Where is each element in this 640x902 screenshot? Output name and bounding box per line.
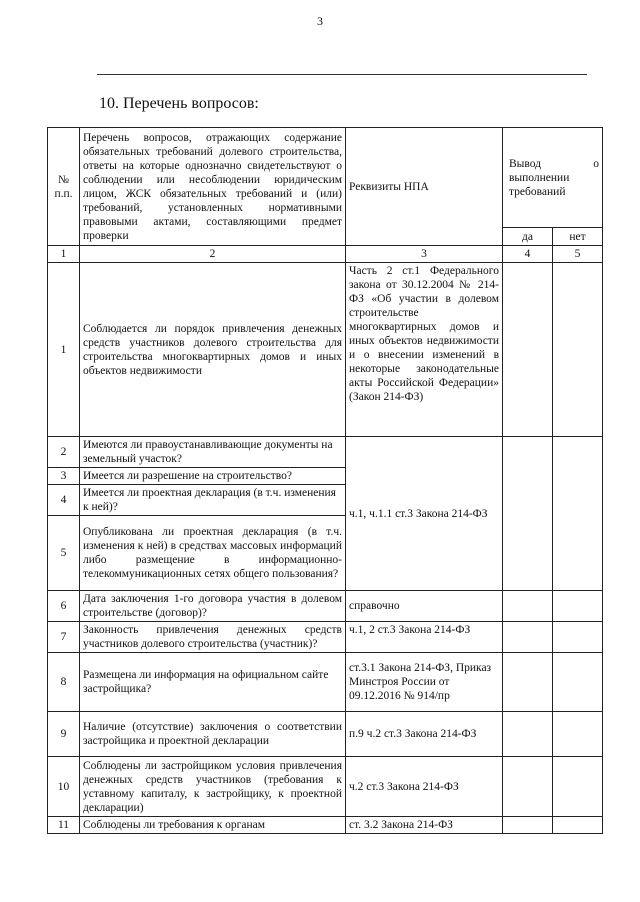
- row-question: Дата заключения 1-го договора участия в долевом строительстве (договор)?: [80, 591, 346, 622]
- col-number: 4: [503, 246, 553, 263]
- row-npa: ч.2 ст.3 Закона 214-ФЗ: [346, 757, 503, 817]
- section-title: 10. Перечень вопросов:: [99, 95, 259, 112]
- row-question: Опубликована ли проектная декларация (в т.ч. изменения к ней) в средствах массовых информаций либо размещение в информационно-телекоммуникационных сетях общего пользования?: [80, 516, 346, 591]
- row-no-cell: [553, 263, 603, 437]
- row-question: Соблюдены ли требования к органам: [80, 817, 346, 834]
- row-yes-cell: [503, 757, 553, 817]
- row-yes-cell: [503, 622, 553, 653]
- header-npa: Реквизиты НПА: [346, 128, 503, 246]
- row-yes-cell: [503, 712, 553, 757]
- row-question: Законность привлечения денежных средств участников долевого строительства (участник)?: [80, 622, 346, 653]
- row-yes-cell: [503, 817, 553, 834]
- header-row: [48, 128, 603, 228]
- row-no-cell: [553, 591, 603, 622]
- row-no-cell: [553, 437, 603, 591]
- row-npa: п.9 ч.2 ст.3 Закона 214-ФЗ: [346, 712, 503, 757]
- row-number: 2: [48, 437, 80, 468]
- row-number: 11: [48, 817, 80, 834]
- row-npa: ст.3.1 Закона 214-ФЗ, Приказ Минстроя России от 09.12.2016 № 914/пр: [346, 653, 503, 712]
- header-rule: [97, 74, 587, 75]
- row-yes-cell: [503, 653, 553, 712]
- row-number: 6: [48, 591, 80, 622]
- col-number: 1: [48, 246, 80, 263]
- row-question: Размещена ли информация на официальном сайте застройщика?: [80, 653, 346, 712]
- header-yes: да: [503, 228, 553, 246]
- questions-table: [47, 127, 603, 834]
- row-number: 1: [48, 263, 80, 437]
- row-no-cell: [553, 817, 603, 834]
- row-number: 7: [48, 622, 80, 653]
- row-no-cell: [553, 712, 603, 757]
- row-number: 5: [48, 516, 80, 591]
- header-num: № п.п.: [48, 128, 80, 246]
- row-npa: Часть 2 ст.1 Федерального закона от 30.12.2004 № 214-ФЗ «Об участии в долевом строительстве многоквартирных домов и иных объектов недвижимости и о внесении изменений в некоторые законодательные акты Российской Федерации» (Закон 214-ФЗ): [346, 263, 503, 437]
- table-row: [48, 817, 603, 834]
- col-number: 2: [80, 246, 346, 263]
- row-npa-shared: ч.1, ч.1.1 ст.3 Закона 214-ФЗ: [346, 437, 503, 591]
- header-no: нет: [553, 228, 603, 246]
- col-number: 3: [346, 246, 503, 263]
- row-yes-cell: [503, 591, 553, 622]
- row-question: Наличие (отсутствие) заключения о соответствии застройщика и проектной декларации: [80, 712, 346, 757]
- page-number: 3: [317, 14, 323, 28]
- row-number: 8: [48, 653, 80, 712]
- table-row: [48, 437, 603, 468]
- row-number: 4: [48, 485, 80, 516]
- row-no-cell: [553, 653, 603, 712]
- table-row: [48, 757, 603, 817]
- row-question: Имеется ли разрешение на строительство?: [80, 468, 346, 485]
- table-row: [48, 622, 603, 653]
- row-npa: справочно: [346, 591, 503, 622]
- table-row: [48, 263, 603, 437]
- row-npa: ч.1, 2 ст.3 Закона 214-ФЗ: [346, 622, 503, 653]
- row-number: 3: [48, 468, 80, 485]
- table-row: [48, 591, 603, 622]
- header-questions: Перечень вопросов, отражающих содержание обязательных требований долевого строительства, ответы на которые однозначно свидетельствуют о соблюдении или несоблюдении юридическим лицом, ЖСК обязательных требований и (или) требований, установленных нормативными правовыми актами, составляющими предмет проверки: [80, 128, 346, 246]
- row-number: 10: [48, 757, 80, 817]
- row-question: Имеется ли проектная декларация (в т.ч. изменения к ней)?: [80, 485, 346, 516]
- row-question: Соблюдены ли застройщиком условия привлечения денежных средств участников (требования к уставному капиталу, к застройщику, к проектной декларации): [80, 757, 346, 817]
- row-question: Имеются ли правоустанавливающие документы на земельный участок?: [80, 437, 346, 468]
- row-npa: ст. 3.2 Закона 214-ФЗ: [346, 817, 503, 834]
- row-number: 9: [48, 712, 80, 757]
- row-yes-cell: [503, 437, 553, 591]
- column-number-row: [48, 246, 603, 263]
- row-question: Соблюдается ли порядок привлечения денежных средств участников долевого строительства для строительства многоквартирных домов и иных объектов недвижимости: [80, 263, 346, 437]
- col-number: 5: [553, 246, 603, 263]
- table-row: [48, 712, 603, 757]
- row-yes-cell: [503, 263, 553, 437]
- row-no-cell: [553, 622, 603, 653]
- row-no-cell: [553, 757, 603, 817]
- header-conclusion: Вывод о выполнении требований: [503, 128, 603, 228]
- table-row: [48, 653, 603, 712]
